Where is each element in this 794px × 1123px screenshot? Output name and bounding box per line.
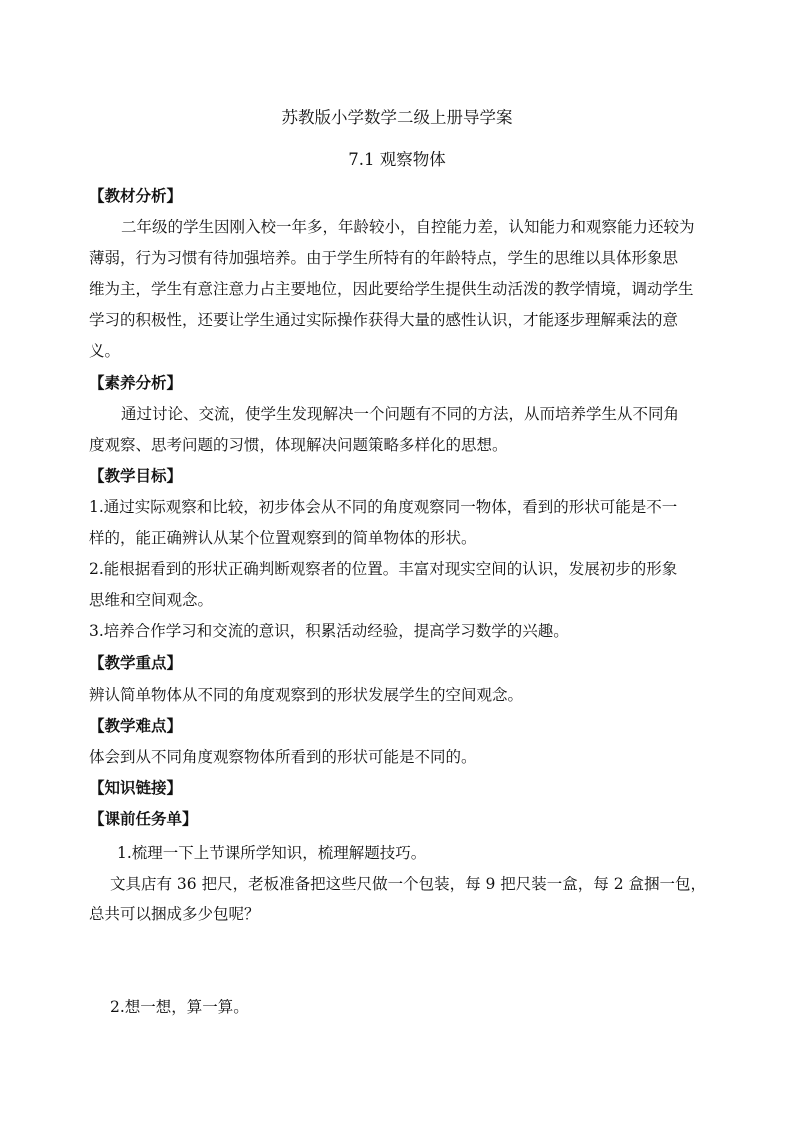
paragraph-line: 通过讨论、交流，使学生发现解决一个问题有不同的方法，从而培养学生从不同角 (121, 405, 680, 423)
task-problem-line: 总共可以捆成多少包呢？ (89, 905, 260, 923)
heading-material-analysis: 【教材分析】 (89, 186, 183, 205)
heading-pre-class-tasks: 【课前任务单】 (89, 809, 198, 828)
goal-line: 思维和空间观念。 (89, 591, 214, 609)
paragraph-line: 二年级的学生因刚入校一年多，年龄较小，自控能力差，认知能力和观察能力还较为 (121, 218, 695, 236)
goal-line: 1.通过实际观察和比较，初步体会从不同的角度观察同一物体，看到的形状可能是不一 (89, 498, 678, 516)
task-item: 2.想一想，算一算。 (110, 998, 249, 1016)
heading-teaching-goals: 【教学目标】 (89, 466, 183, 485)
goal-line: 3.培养合作学习和交流的意识，积累活动经验，提高学习数学的兴趣。 (89, 622, 569, 640)
paragraph-line: 辨认简单物体从不同的角度观察到的形状发展学生的空间观念。 (89, 686, 524, 704)
paragraph-line: 义。 (89, 342, 121, 360)
heading-key-points: 【教学重点】 (89, 653, 183, 672)
lesson-subtitle: 7.1 观察物体 (348, 150, 446, 169)
task-problem-line: 文具店有 36 把尺，老板准备把这些尺做一个包装，每 9 把尺装一盒，每 2 盒捆一包， (110, 875, 707, 893)
paragraph-line: 学习的积极性，还要让学生通过实际操作获得大量的感性认识，才能逐步理解乘法的意 (89, 311, 679, 329)
document-title: 苏教版小学数学二级上册导学案 (281, 108, 513, 127)
paragraph-line: 体会到从不同角度观察物体所看到的形状可能是不同的。 (89, 748, 477, 766)
heading-difficult-points: 【教学难点】 (89, 716, 183, 735)
heading-literacy-analysis: 【素养分析】 (89, 373, 183, 392)
task-item: 1.梳理一下上节课所学知识，梳理解题技巧。 (117, 844, 427, 862)
paragraph-line: 维为主，学生有意注意力占主要地位，因此要给学生提供生动活泼的教学情境，调动学生 (89, 280, 694, 298)
heading-knowledge-links: 【知识链接】 (89, 778, 183, 797)
paragraph-line: 度观察、思考问题的习惯，体现解决问题策略多样化的思想。 (89, 436, 508, 454)
goal-line: 2.能根据看到的形状正确判断观察者的位置。丰富对现实空间的认识，发展初步的形象 (89, 560, 678, 578)
paragraph-line: 薄弱，行为习惯有待加强培养。由于学生所特有的年龄特点，学生的思维以具体形象思 (89, 249, 679, 267)
goal-line: 样的，能正确辨认从某个位置观察到的简单物体的形状。 (89, 529, 477, 547)
